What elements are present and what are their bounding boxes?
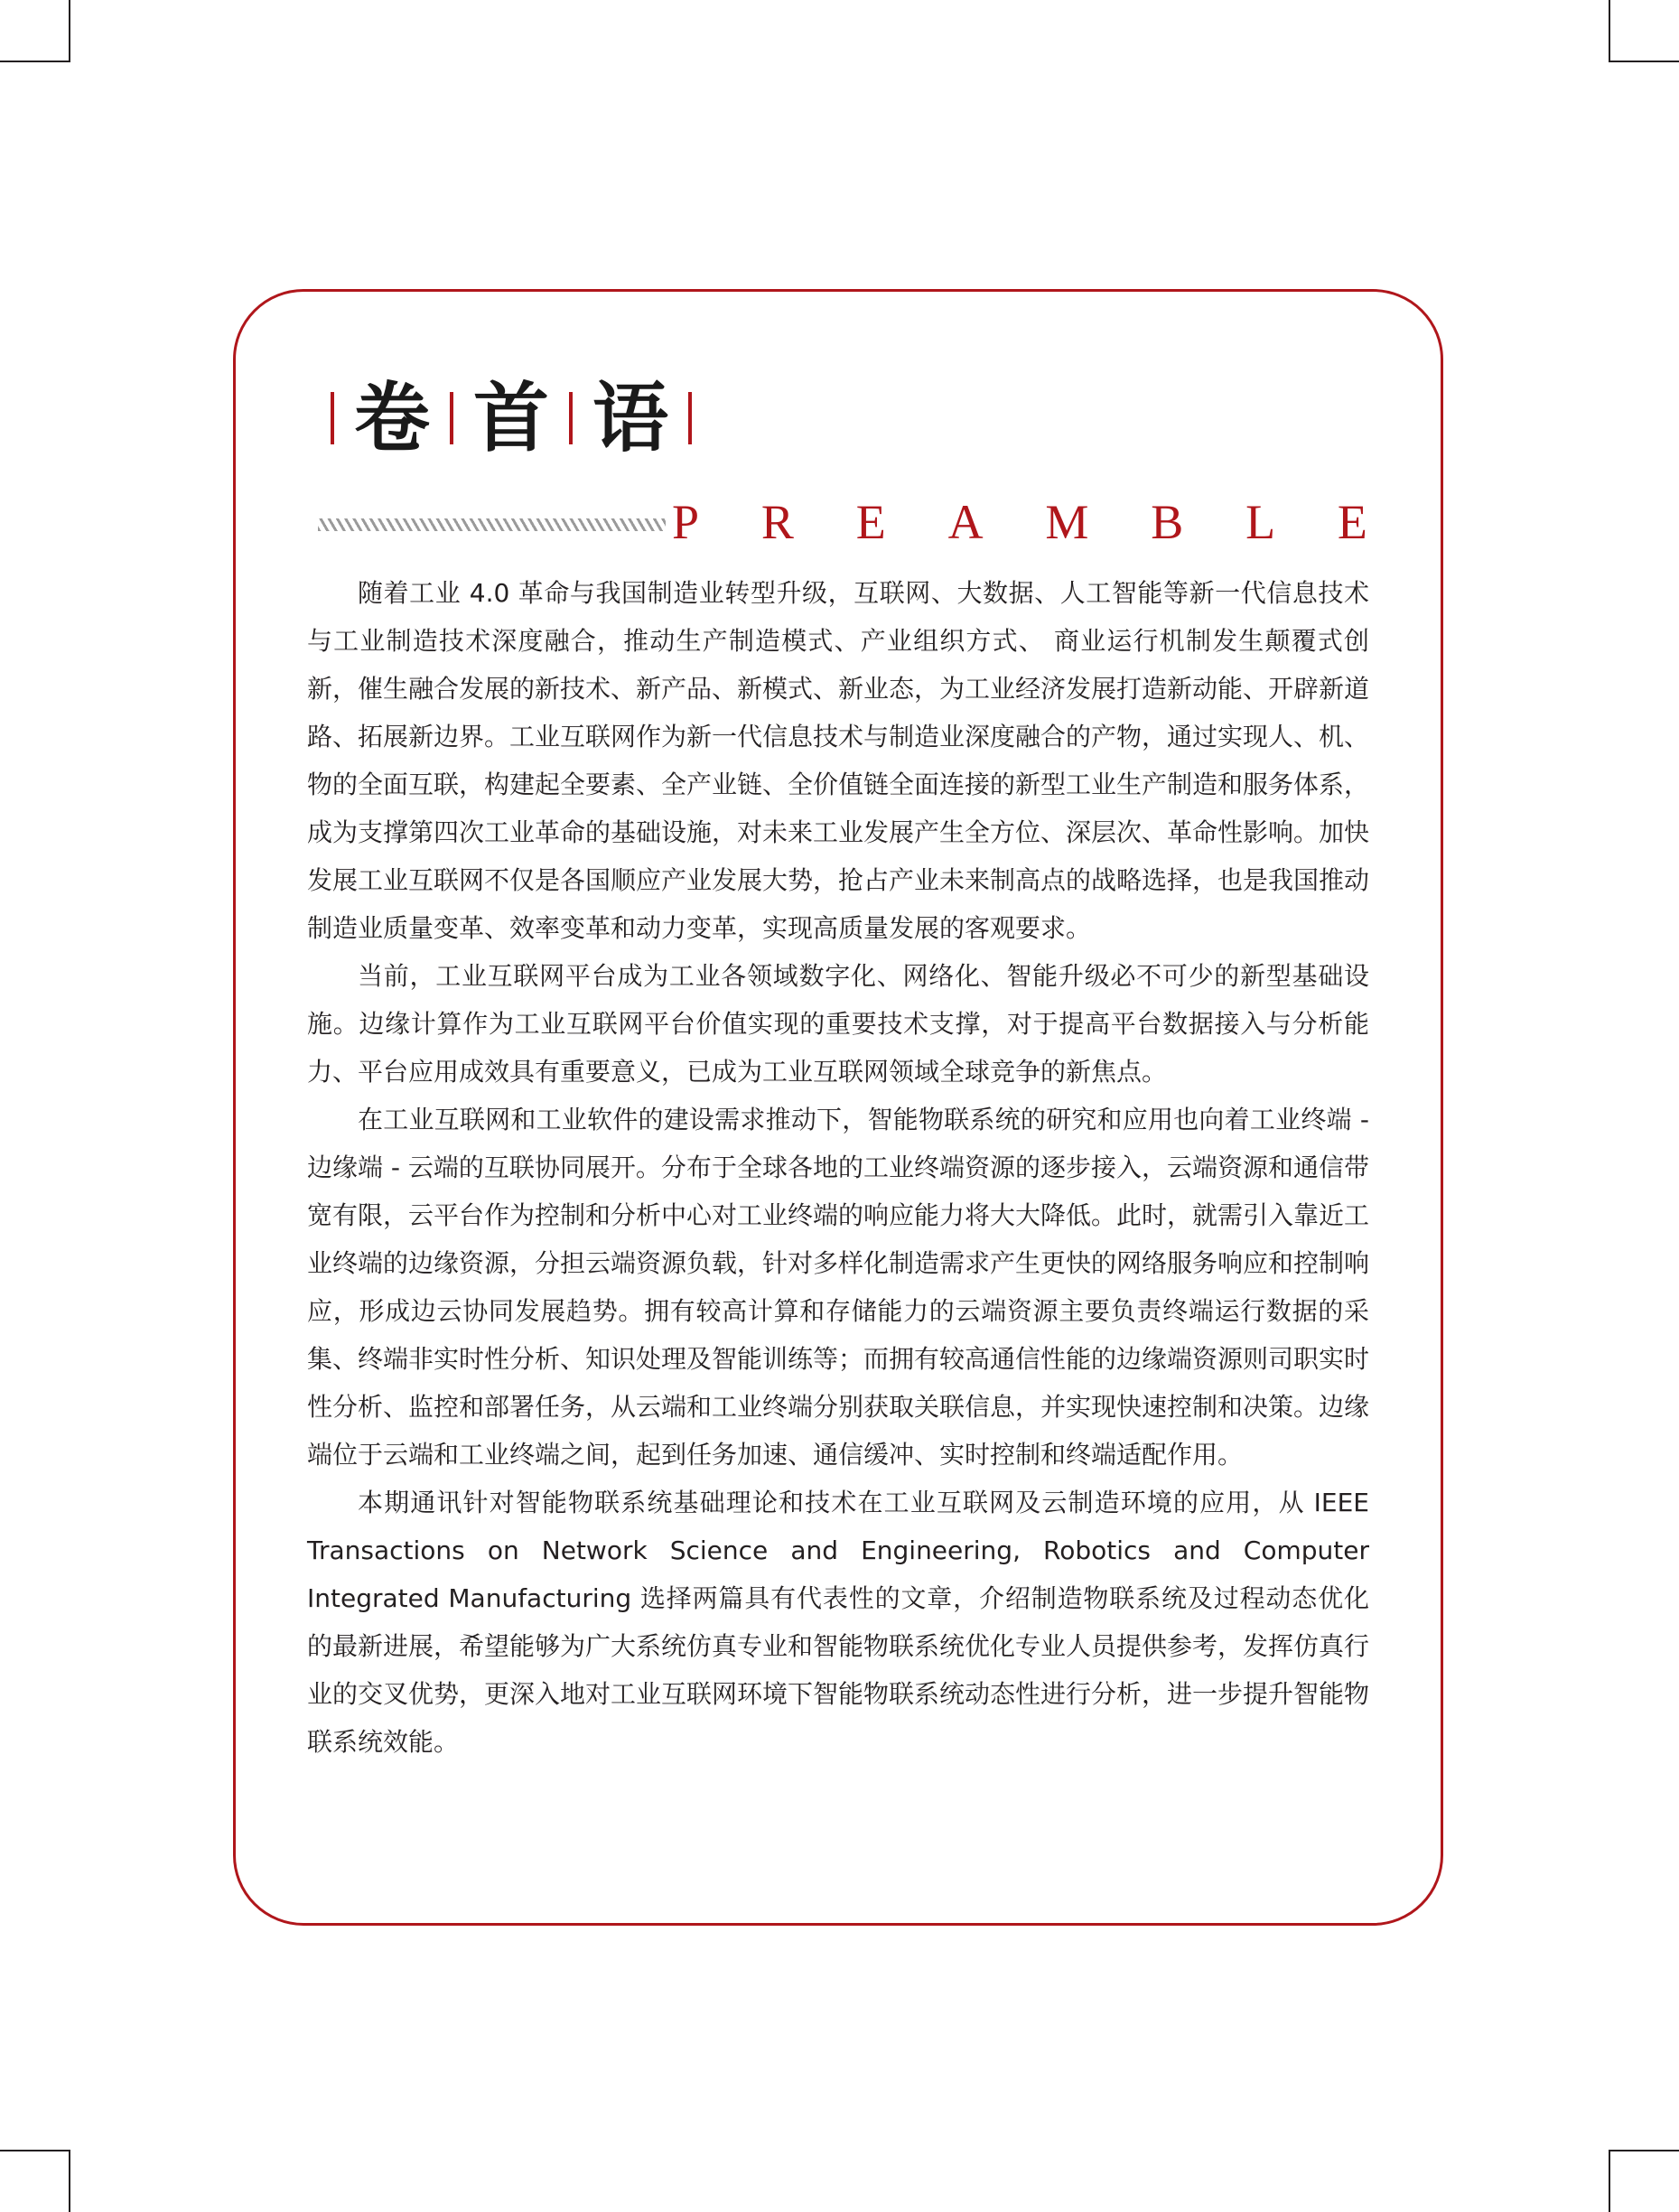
heading-divider	[569, 392, 573, 444]
subtitle-letter: R	[760, 495, 794, 549]
heading-char-2: 首	[473, 373, 550, 462]
paragraph-4: 本期通讯针对智能物联系统基础理论和技术在工业互联网及云制造环境的应用，从 IEEE Transactions on Network Science and Engineering, Robotics and Computer Integrated Manufacturing 选择两篇具有代表性的文章，介绍制造物联系统及过程动态优化的最新进展，希望能够为广大系统仿真专业和智能物联系统优化专业人员提供参考，发挥仿真行业的交叉优势，更深入地对工业互联网环境下智能物联系统动态性进行分析，进一步提升智能物联系统效能。	[307, 1488, 1370, 1757]
subtitle-letter: B	[1151, 495, 1184, 549]
subtitle-letter: E	[855, 495, 886, 549]
heading-divider	[688, 392, 692, 444]
crop-mark-bottom-left-v	[69, 2150, 70, 2212]
crop-mark-top-left-v	[69, 0, 70, 62]
subtitle-letter: M	[1045, 495, 1089, 549]
heading-divider	[331, 392, 334, 444]
subtitle-letter: A	[947, 495, 984, 549]
subtitle-letter: E	[1337, 495, 1367, 549]
heading-char-3: 语	[592, 373, 669, 462]
paragraph-2: 当前，工业互联网平台成为工业各领域数字化、网络化、智能升级必不可少的新型基础设施。边缘计算作为工业互联网平台价值实现的重要技术支撑，对于提高平台数据接入与分析能力、平台应用成效具有重要意义，已成为工业互联网领域全球竞争的新焦点。	[307, 961, 1369, 1087]
crop-mark-bottom-right-h	[1609, 2150, 1679, 2151]
crop-mark-bottom-right-v	[1609, 2150, 1610, 2212]
crop-mark-top-right-v	[1609, 0, 1610, 62]
preamble-body	[307, 569, 1369, 1766]
heading-char-1: 卷	[354, 373, 431, 462]
paragraph-3: 在工业互联网和工业软件的建设需求推动下，智能物联系统的研究和应用也向着工业终端 - 边缘端 - 云端的互联协同展开。分布于全球各地的工业终端资源的逐步接入，云端资源和通信带宽有限，云平台作为控制和分析中心对工业终端的响应能力将大大降低。此时，就需引入靠近工业终端的边缘资源，分担云端资源负载，针对多样化制造需求产生更快的网络服务响应和控制响应，形成边云协同发展趋势。拥有较高计算和存储能力的云端资源主要负责终端运行数据的采集、终端非实时性分析、知识处理及智能训练等；而拥有较高通信性能的边缘端资源则司职实时性分析、监控和部署任务，从云端和工业终端分别获取关联信息，并实现快速控制和决策。边缘端位于云端和工业终端之间，起到任务加速、通信缓冲、实时控制和终端适配作用。	[307, 1105, 1370, 1470]
paragraph-1: 随着工业 4.0 革命与我国制造业转型升级，互联网、大数据、人工智能等新一代信息技术与工业制造技术深度融合，推动生产制造模式、产业组织方式、 商业运行机制发生颠覆式创新，催生融合发展的新技术、新产品、新模式、新业态，为工业经济发展打造新动能、开辟新道路、拓展新边界。工业互联网作为新一代信息技术与制造业深度融合的产物，通过实现人、机、物的全面互联，构建起全要素、全产业链、全价值链全面连接的新型工业生产制造和服务体系，成为支撑第四次工业革命的基础设施，对未来工业发展产生全方位、深层次、革命性影响。加快发展工业互联网不仅是各国顺应产业发展大势，抢占产业未来制高点的战略选择，也是我国推动制造业质量变革、效率变革和动力变革，实现高质量发展的客观要求。	[307, 578, 1370, 943]
section-heading	[311, 373, 712, 462]
hatch-decoration	[318, 518, 666, 531]
heading-divider	[450, 392, 453, 444]
subtitle-letter: L	[1245, 495, 1276, 549]
crop-mark-top-left-h	[0, 61, 70, 62]
english-subtitle	[672, 495, 1367, 549]
subtitle-letter: P	[672, 495, 700, 549]
crop-mark-top-right-h	[1609, 61, 1679, 62]
subtitle-row	[311, 495, 1376, 549]
crop-mark-bottom-left-h	[0, 2150, 70, 2151]
